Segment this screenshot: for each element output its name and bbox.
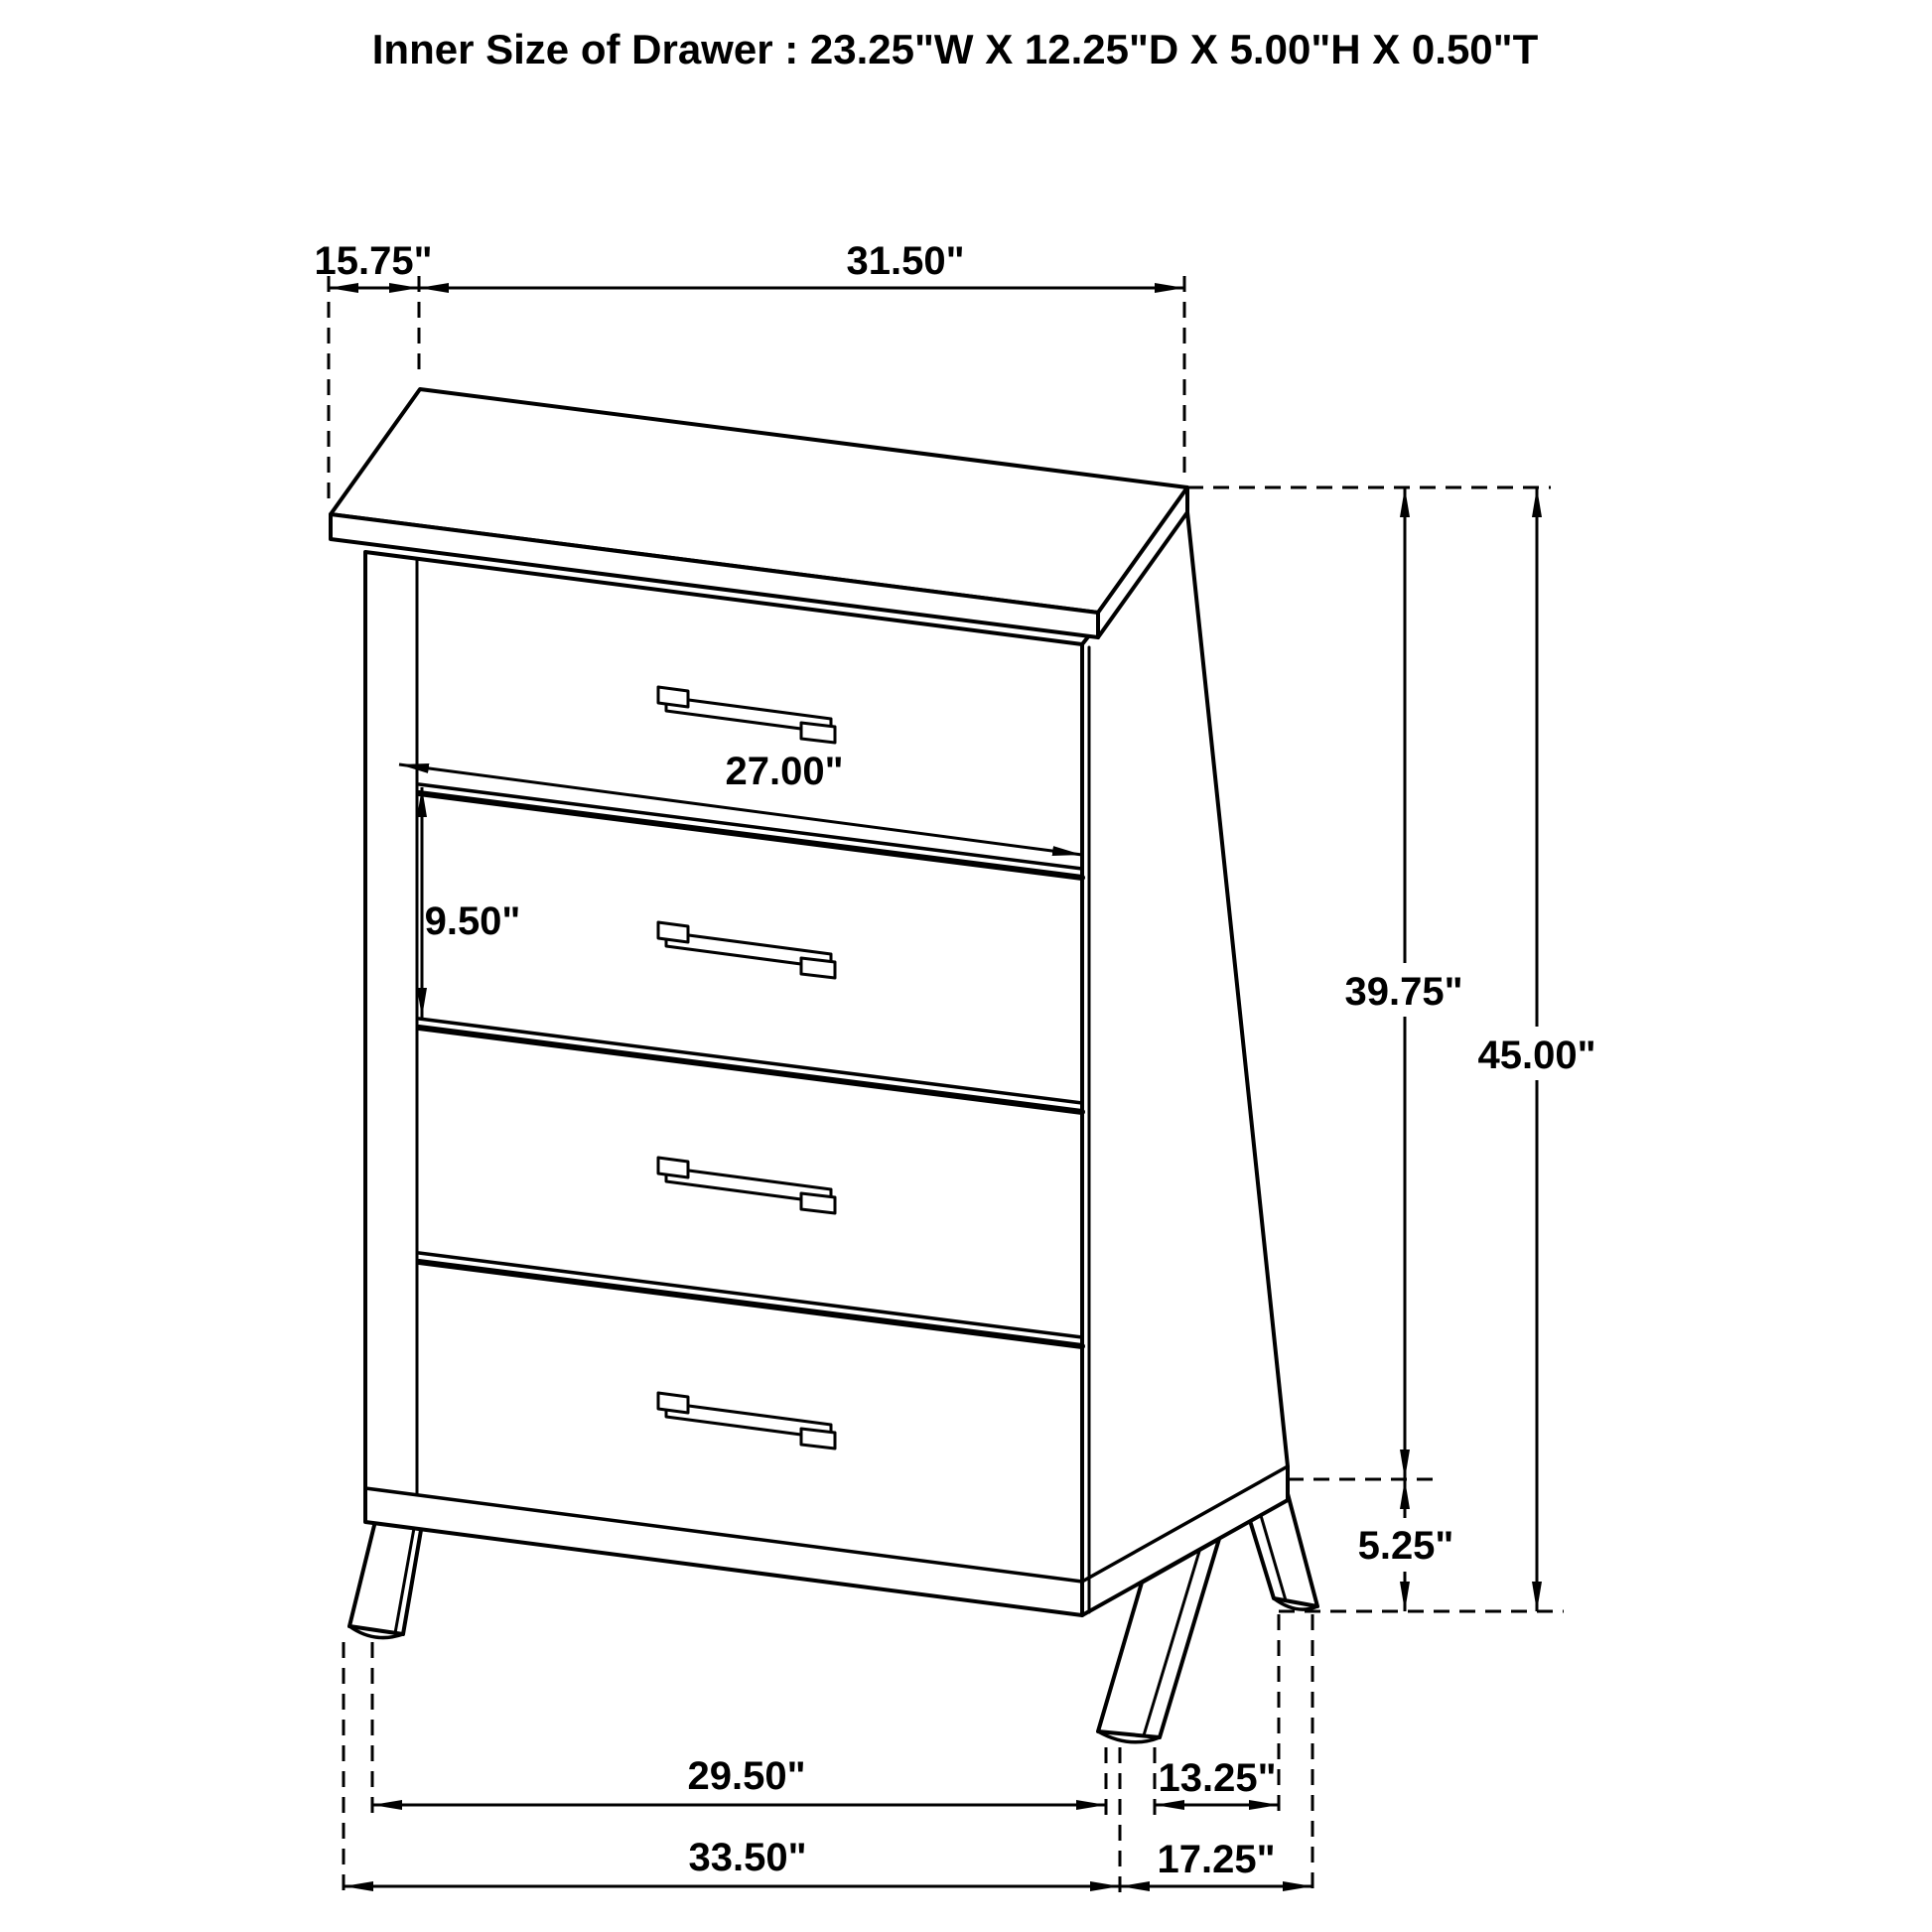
- side-panel-right: [1082, 512, 1288, 1615]
- label-front-width-top: 29.50": [687, 1754, 806, 1798]
- label-overall-height: 45.00": [1477, 1034, 1596, 1077]
- label-top-width: 31.50": [846, 239, 965, 283]
- chest-drawing: [331, 389, 1317, 1742]
- label-cabinet-height: 39.75": [1344, 970, 1463, 1014]
- label-side-depth-top: 13.25": [1158, 1756, 1277, 1800]
- label-leg-height: 5.25": [1357, 1524, 1454, 1568]
- diagram-title: Inner Size of Drawer : 23.25"W X 12.25"D X 5.00"H X 0.50"T: [371, 26, 1539, 72]
- label-side-depth-floor: 17.25": [1157, 1838, 1276, 1881]
- label-drawer-front-height: 9.50": [424, 899, 521, 943]
- label-front-width-floor: 33.50": [688, 1836, 807, 1879]
- label-drawer-opening-width: 27.00": [725, 750, 844, 793]
- label-top-depth: 15.75": [314, 239, 433, 283]
